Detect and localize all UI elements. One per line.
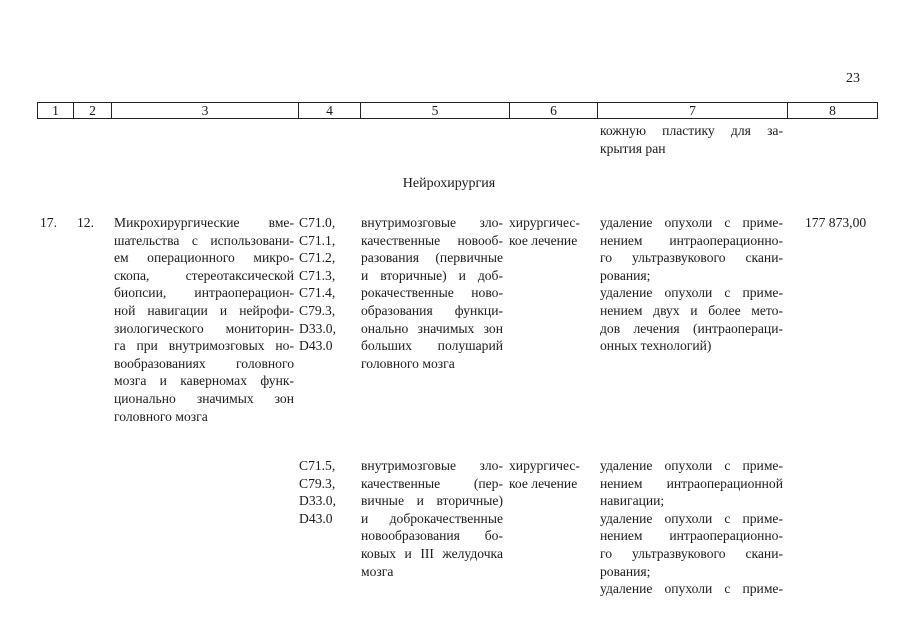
method-line: удаление опухоли с приме- [600, 581, 783, 597]
icd-code: D43.0 [299, 338, 333, 354]
method-line: удаление опухоли с приме- [600, 458, 783, 473]
method-line: рования; [600, 267, 651, 283]
icd-code: C79.3, [299, 302, 336, 318]
method-line: нением интраоперационно- [600, 528, 783, 544]
description-line: га при внутримозговых но- [114, 338, 294, 354]
method-line: удаление опухоли с приме- [600, 215, 783, 230]
header-col-5: 5 [361, 103, 510, 119]
method-line: рования; [600, 563, 651, 579]
continuation-text [600, 122, 783, 157]
method-line: го ультразвукового скани- [600, 545, 783, 561]
diagnosis-line: внутримозговые зло- [361, 215, 503, 230]
diagnosis-line: внутримозговые зло- [361, 458, 503, 473]
method-line: дов лечения (интраопераци- [600, 320, 783, 336]
header-col-4: 4 [299, 103, 361, 119]
diagnosis-line: образования функци- [361, 302, 503, 318]
description-line: скопа, стереотаксической [114, 267, 294, 283]
description-line: мозга и каверномах функ- [114, 373, 294, 389]
icd-code: C71.0, [299, 215, 336, 230]
description-line: биопсии, интраоперацион- [114, 285, 294, 301]
row-price: 177 873,00 [805, 215, 867, 230]
diagnosis-line: качественные (пер- [361, 475, 503, 491]
treatment-type-line: кое лечение [509, 475, 578, 491]
entry-2-diagnosis [361, 457, 503, 580]
icd-code: C79.3, [299, 475, 336, 491]
diagnosis-line: мозга [361, 563, 394, 579]
diagnosis-line: головного мозга [361, 355, 455, 371]
method-line: нением интраоперационной [600, 475, 783, 491]
description-line: шательства с использовани- [114, 232, 294, 248]
diagnosis-line: больших полушарий [361, 338, 503, 354]
header-col-1: 1 [38, 103, 74, 119]
diagnosis-line: и доброкачественные [361, 510, 503, 526]
method-line: нением интраоперационно- [600, 232, 783, 248]
description-line: вообразованиях головного [114, 355, 294, 371]
column-number-header [37, 102, 878, 119]
diagnosis-line: качественные новооб- [361, 232, 503, 248]
entry-1-diagnosis [361, 214, 503, 372]
diagnosis-line: рокачественные ново- [361, 285, 503, 301]
continuation-line: кожную пластику для за- [600, 123, 783, 138]
description-line: головного мозга [114, 408, 208, 424]
header-col-6: 6 [510, 103, 598, 119]
icd-code: C71.4, [299, 285, 336, 301]
section-title: Нейрохирургия [402, 176, 496, 191]
entry-1-treatment-type [509, 214, 597, 249]
description-line: зиологического мониторин- [114, 320, 294, 336]
treatment-type-line: кое лечение [509, 232, 578, 248]
diagnosis-line: ковых и III желудочка [361, 545, 503, 561]
method-line: удаление опухоли с приме- [600, 285, 783, 301]
diagnosis-line: разования (первичные [361, 250, 503, 266]
method-line: го ультразвукового скани- [600, 250, 783, 266]
entry-2-methods [600, 457, 783, 598]
header-col-8: 8 [788, 103, 878, 119]
diagnosis-line: и вторичные) и доб- [361, 267, 503, 283]
page-number: 23 [846, 71, 860, 86]
entry-2-codes [299, 457, 357, 527]
icd-code: C71.2, [299, 250, 336, 266]
icd-code: C71.1, [299, 232, 336, 248]
header-col-3: 3 [112, 103, 299, 119]
header-col-2: 2 [74, 103, 112, 119]
icd-code: C71.3, [299, 267, 336, 283]
diagnosis-line: онально значимых зон [361, 320, 503, 336]
row-description [114, 214, 294, 425]
treatment-type-line: хирургичес- [509, 458, 580, 473]
entry-1-codes [299, 214, 357, 355]
entry-2-treatment-type [509, 457, 597, 492]
row-sub-number: 12. [77, 215, 94, 230]
description-line: ной навигации и нейрофи- [114, 302, 294, 318]
continuation-line: крытия ран [600, 140, 666, 156]
row-number: 17. [40, 215, 57, 230]
diagnosis-line: новообразования бо- [361, 528, 503, 544]
icd-code: D33.0, [299, 493, 337, 509]
entry-1-methods [600, 214, 783, 355]
diagnosis-line: вичные и вторичные) [361, 493, 503, 509]
method-line: нением двух и более мето- [600, 302, 783, 318]
description-line: ционально значимых зон [114, 390, 294, 406]
method-line: удаление опухоли с приме- [600, 510, 783, 526]
icd-code: D33.0, [299, 320, 337, 336]
icd-code: D43.0 [299, 510, 333, 526]
method-line: онных технологий) [600, 338, 712, 354]
description-line: ем операционного микро- [114, 250, 294, 266]
description-line: Микрохирургические вме- [114, 215, 294, 230]
header-col-7: 7 [598, 103, 788, 119]
icd-code: C71.5, [299, 458, 336, 473]
treatment-type-line: хирургичес- [509, 215, 580, 230]
method-line: навигации; [600, 493, 665, 509]
